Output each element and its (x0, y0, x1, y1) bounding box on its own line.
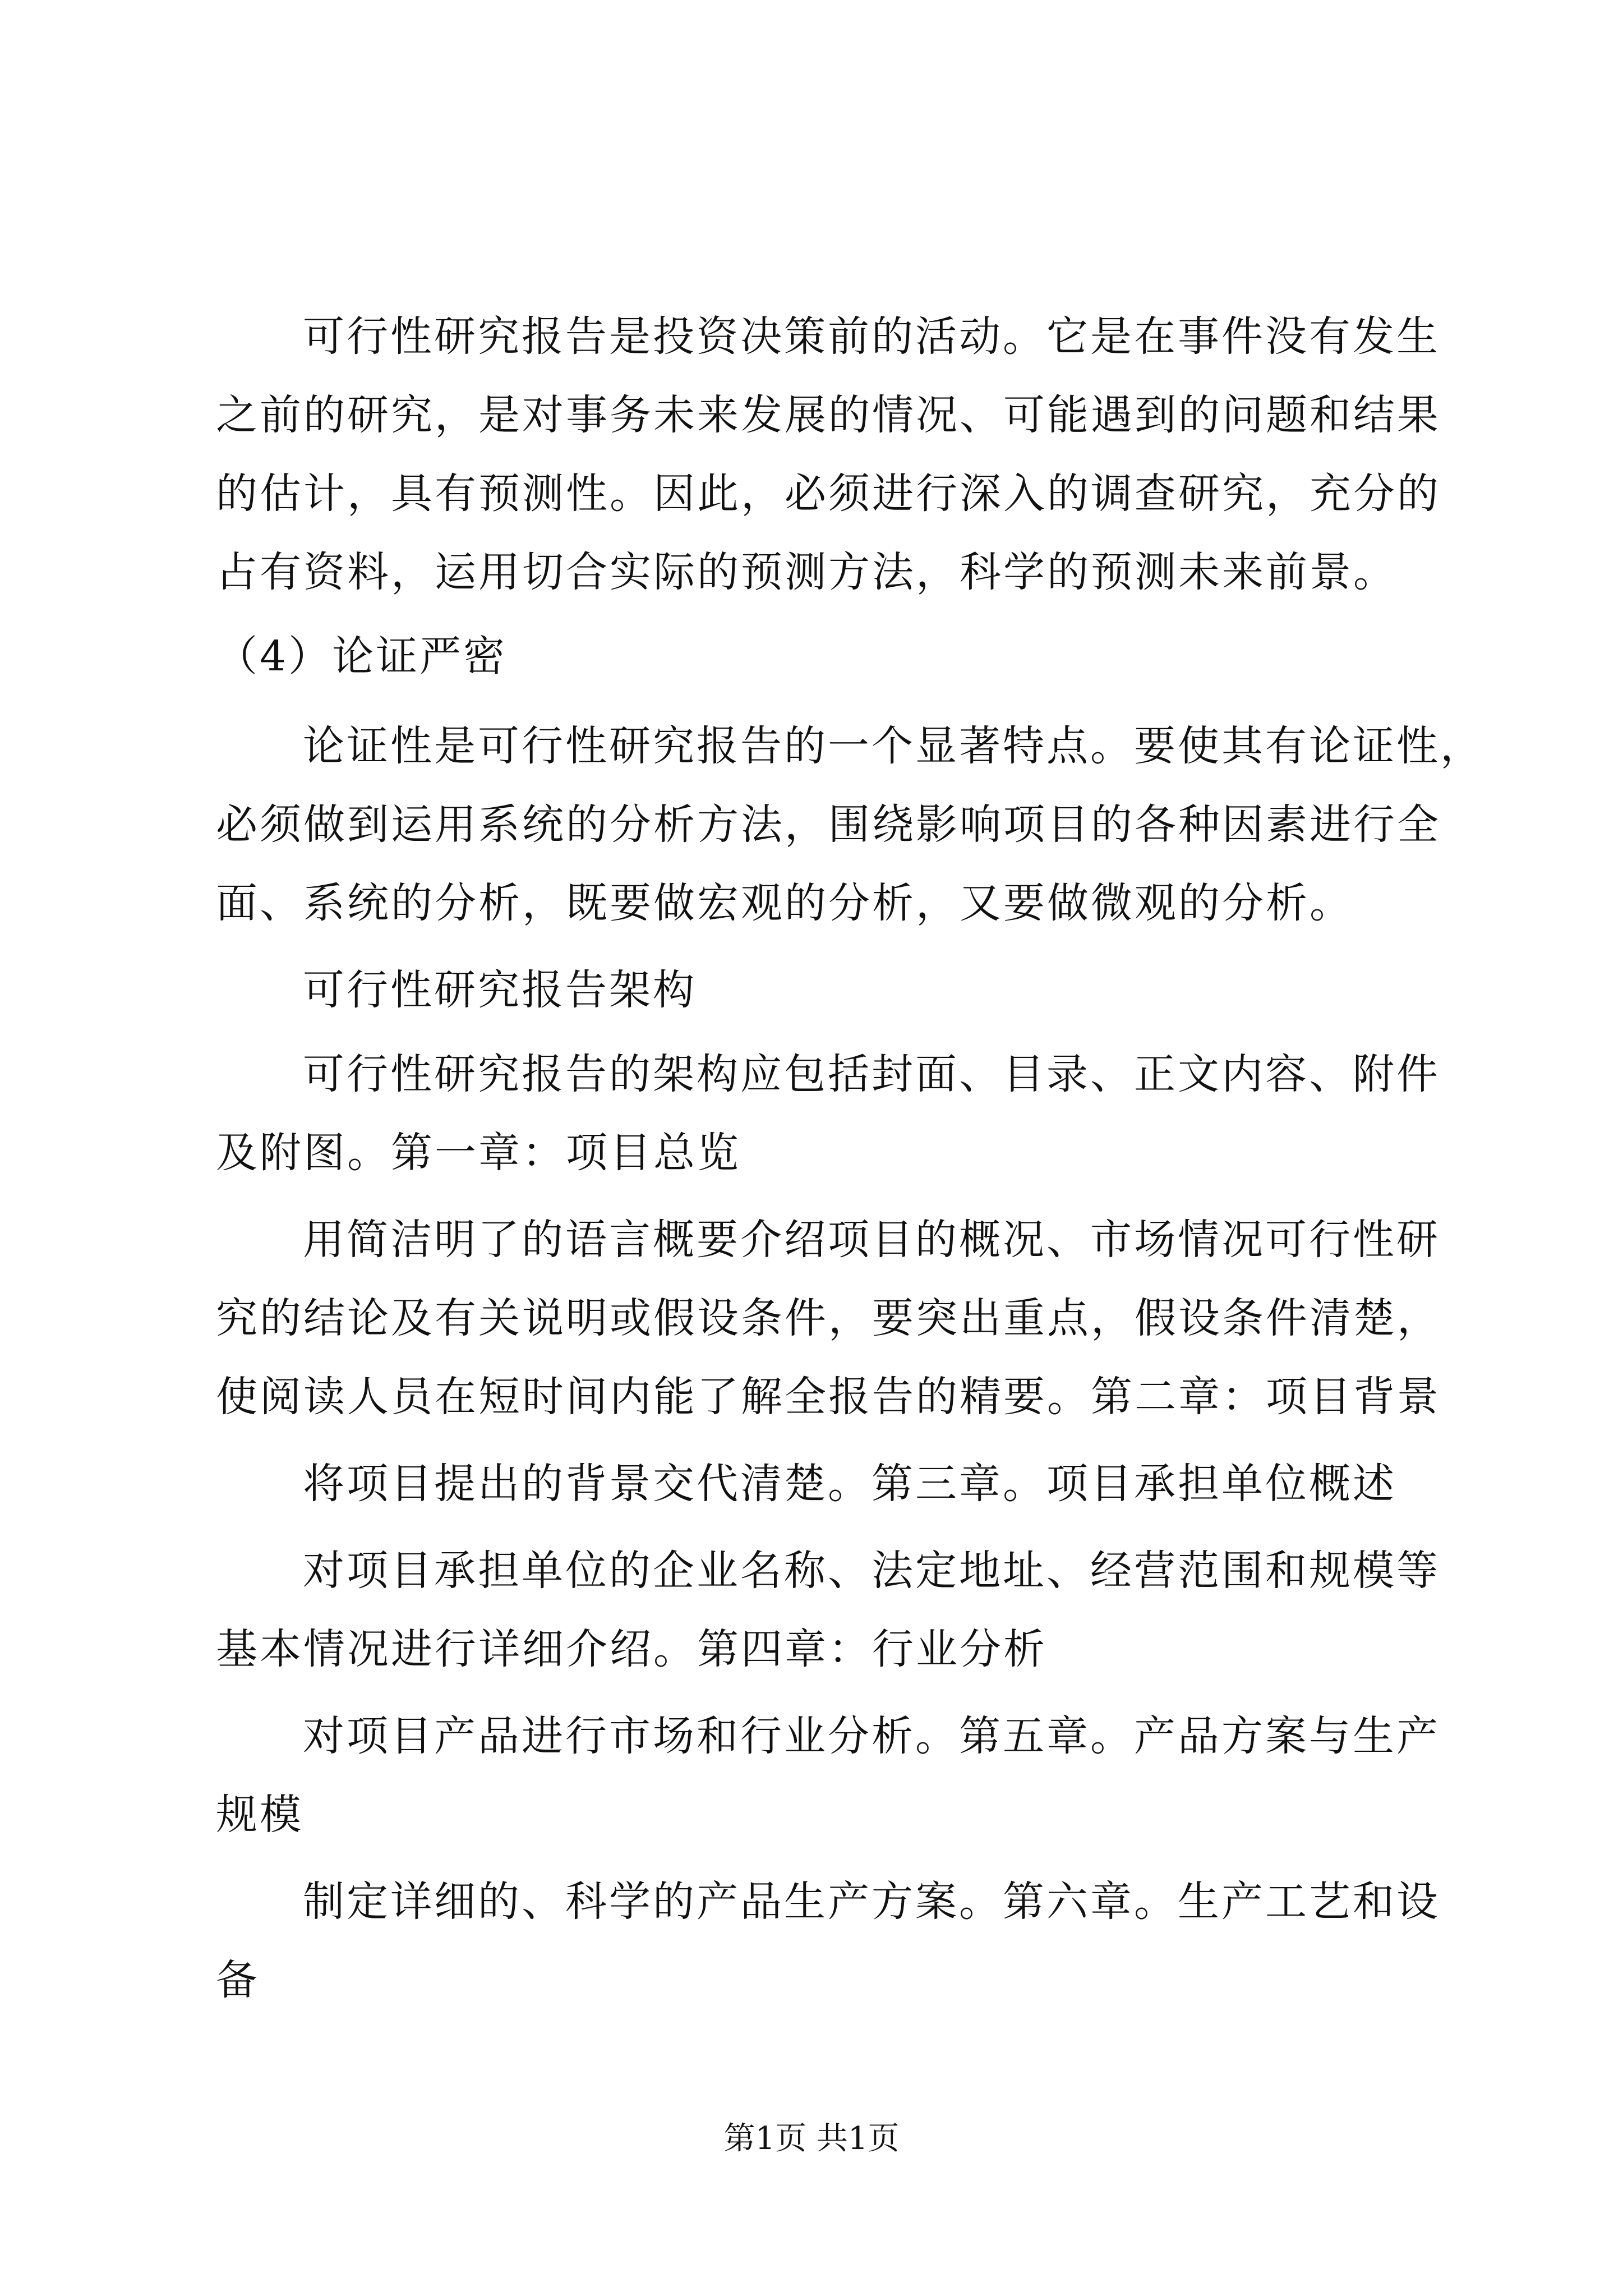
text-line: 可行性研究报告的架构应包括封面、目录、正文内容、附件 (303, 1050, 1440, 1098)
text-line: 可行性研究报告是投资决策前的活动。它是在事件没有发生 (303, 312, 1440, 361)
page-footer: 第1页 共1页 (723, 2120, 900, 2157)
text-line: 究的结论及有关说明或假设条件，要突出重点，假设条件清楚， (216, 1294, 1441, 1342)
text-line: 用简洁明了的语言概要介绍项目的概况、市场情况可行性研 (303, 1216, 1440, 1264)
text-line: 使阅读人员在短时间内能了解全报告的精要。第二章：项目背景 (216, 1373, 1441, 1421)
text-line: 对项目产品进行市场和行业分析。第五章。产品方案与生产 (303, 1712, 1440, 1760)
text-line: 面、系统的分析，既要做宏观的分析，又要做微观的分析。 (216, 879, 1353, 927)
text-line: 对项目承担单位的企业名称、法定地址、经营范围和规模等 (303, 1547, 1440, 1595)
text-line: 规模 (216, 1791, 303, 1839)
text-line: 制定详细的、科学的产品生产方案。第六章。生产工艺和设 (303, 1878, 1440, 1926)
text-line: 占有资料，运用切合实际的预测方法，科学的预测未来前景。 (216, 548, 1397, 596)
text-line: 的估计，具有预测性。因此，必须进行深入的调查研究，充分的 (216, 470, 1441, 518)
text-line: 及附图。第一章：项目总览 (216, 1129, 741, 1177)
text-line: 将项目提出的背景交代清楚。第三章。项目承担单位概述 (303, 1460, 1396, 1508)
text-line: 论证性是可行性研究报告的一个显著特点。要使其有论证性， (303, 722, 1484, 770)
text-line: 基本情况进行详细介绍。第四章：行业分析 (216, 1625, 1047, 1673)
text-line: 必须做到运用系统的分析方法，围绕影响项目的各种因素进行全 (216, 800, 1441, 849)
section-heading: （4）论证严密 (216, 632, 508, 680)
text-line: 之前的研究，是对事务未来发展的情况、可能遇到的问题和结果 (216, 391, 1441, 439)
section-heading: 可行性研究报告架构 (303, 966, 697, 1014)
text-line: 备 (216, 1956, 260, 2004)
